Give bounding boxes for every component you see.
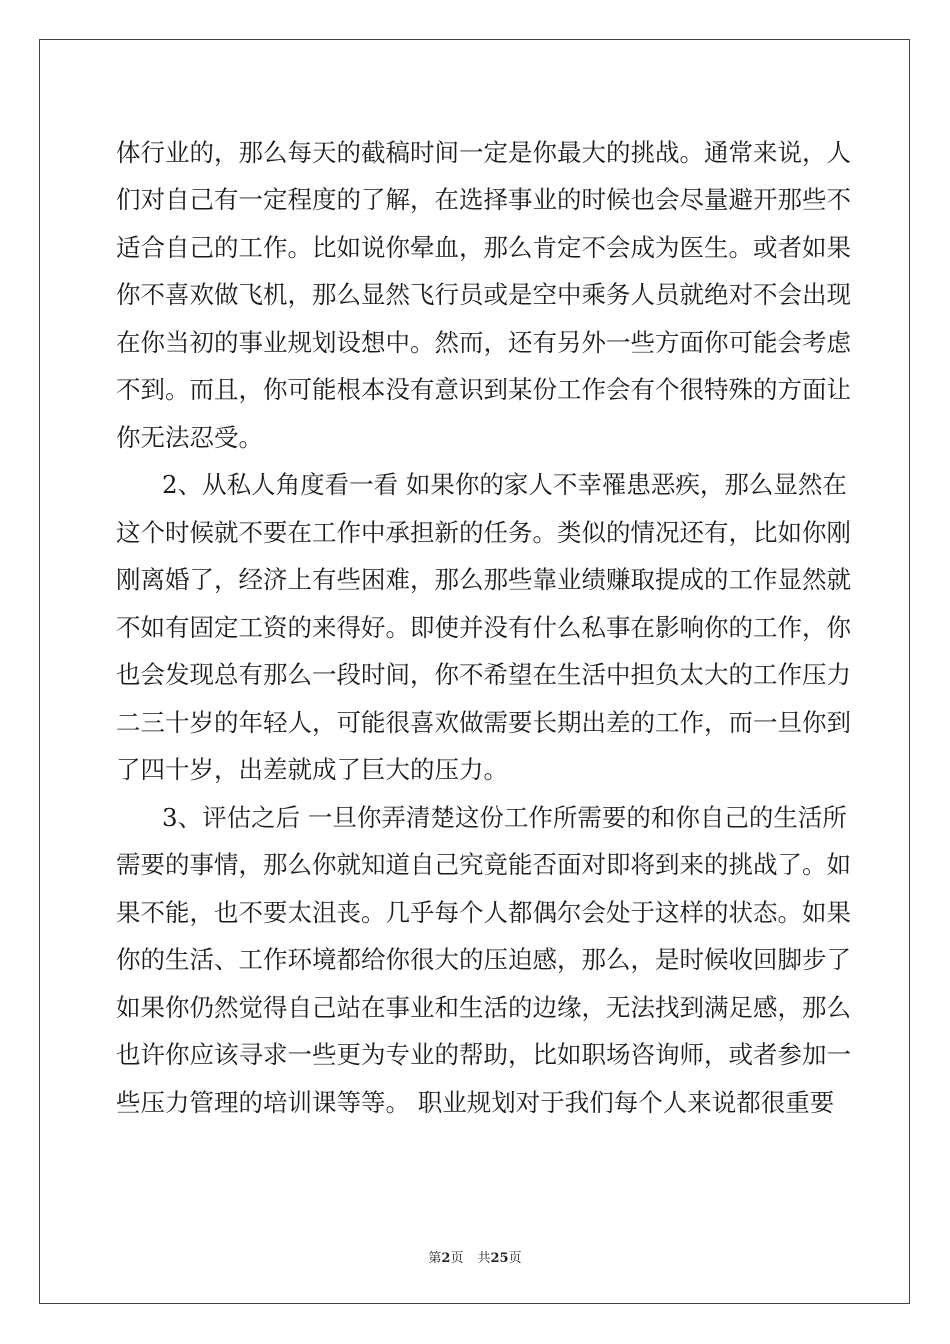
page-suffix: 页 [450,1251,464,1266]
paragraph-3-line-5: 如果你仍然觉得自己站在事业和生活的边缘，无法找到满足感，那么 [116,993,851,1022]
paragraph-1-line-2: 们对自己有一定程度的了解，在选择事业的时候也会尽量避开那些不 [116,185,851,214]
page-prefix: 第 [428,1251,442,1266]
paragraph-3-line-6: 也许你应该寻求一些更为专业的帮助，比如职场咨询师，或者参加一 [116,1040,851,1069]
page-number: 2 [441,1251,451,1266]
total-pages: 25 [490,1251,509,1266]
paragraph-2-line-3: 刚离婚了，经济上有些困难，那么那些靠业绩赚取提成的工作显然就 [116,565,851,594]
paragraph-3-line-1: 3、评估之后 一旦你弄清楚这份工作所需要的和你自己的生活所 [162,803,847,832]
paragraph-1-line-4: 你不喜欢做飞机，那么显然飞行员或是空中乘务人员就绝对不会出现 [116,280,851,309]
paragraph-2-line-6: 二三十岁的年轻人，可能很喜欢做需要长期出差的工作，而一旦你到 [116,708,851,737]
paragraph-1-line-7: 你无法忍受。 [116,423,263,452]
paragraph-2-line-5: 也会发现总有那么一段时间，你不希望在生活中担负太大的工作压力 [116,660,851,689]
paragraph-1-line-1: 体行业的，那么每天的截稿时间一定是你最大的挑战。通常来说，人 [116,138,851,167]
page-footer [0,1247,950,1266]
paragraph-3-line-2: 需要的事情，那么你就知道自己究竟能否面对即将到来的挑战了。如 [116,850,851,879]
paragraph-2-line-7: 了四十岁，出差就成了巨大的压力。 [116,755,508,784]
paragraph-2-line-2: 这个时候就不要在工作中承担新的任务。类似的情况还有，比如你刚 [116,518,851,547]
paragraph-2-line-1: 2、从私人角度看一看 如果你的家人不幸罹患恶疾，那么显然在 [162,470,847,499]
paragraph-3-line-7: 些压力管理的培训课等等。 职业规划对于我们每个人来说都很重要 [116,1088,835,1117]
paragraph-2-line-4: 不如有固定工资的来得好。即使并没有什么私事在影响你的工作，你 [116,613,851,642]
paragraph-1-line-6: 不到。而且，你可能根本没有意识到某份工作会有个很特殊的方面让 [116,375,851,404]
paragraph-1-line-5: 在你当初的事业规划设想中。然而，还有另外一些方面你可能会考虑 [116,328,851,357]
paragraph-3-line-3: 果不能，也不要太沮丧。几乎每个人都偶尔会处于这样的状态。如果 [116,898,851,927]
total-prefix: 共 [477,1251,491,1266]
paragraph-1-line-3: 适合自己的工作。比如说你晕血，那么肯定不会成为医生。或者如果 [116,233,851,262]
paragraph-3-line-4: 你的生活、工作环境都给你很大的压迫感，那么，是时候收回脚步了 [116,945,851,974]
total-suffix: 页 [508,1251,522,1266]
